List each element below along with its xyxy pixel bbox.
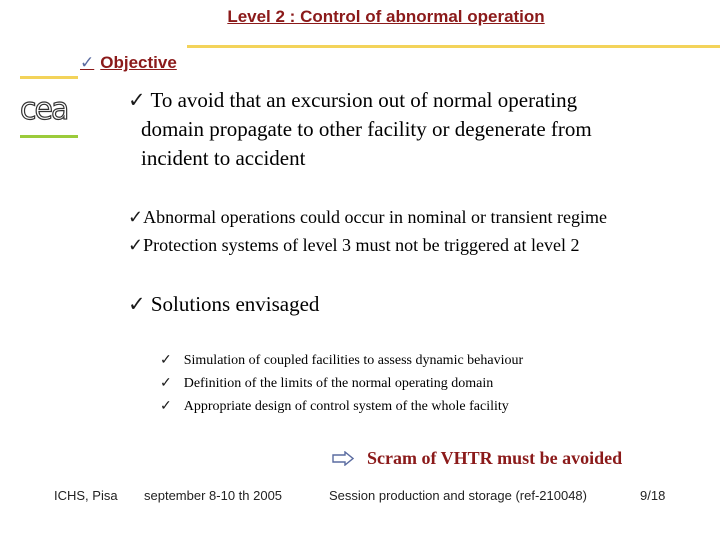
checkmark-icon: ✓ — [128, 88, 146, 112]
objective-line-1: To avoid that an excursion out of normal operating — [150, 88, 578, 112]
solution-text: Definition of the limits of the normal operating domain — [183, 376, 494, 391]
solutions-heading-label: Solutions envisaged — [150, 292, 320, 316]
solution-item — [160, 398, 509, 415]
objective-text — [128, 86, 698, 173]
solution-text: Simulation of coupled facilities to assess dynamic behaviour — [183, 353, 524, 368]
footer-page-number: 9/18 — [640, 488, 666, 503]
footer-session: Session production and storage (ref-210048) — [329, 488, 587, 503]
abnormal-point-text: Protection systems of level 3 must not be triggered at level 2 — [143, 235, 580, 255]
checkmark-icon: ✓ — [160, 353, 172, 368]
cea-logo — [20, 76, 78, 140]
title-divider — [187, 45, 720, 48]
conclusion-text: Scram of VHTR must be avoided — [367, 448, 623, 468]
objective-heading — [80, 53, 177, 73]
solution-text: Appropriate design of control system of the whole facility — [183, 399, 509, 414]
abnormal-point-text: Abnormal operations could occur in nominal or transient regime — [143, 207, 607, 227]
objective-line-2: domain propagate to other facility or degenerate from — [141, 117, 592, 141]
footer-date: september 8-10 th 2005 — [144, 488, 283, 503]
checkmark-icon: ✓ — [128, 235, 144, 255]
solutions-heading — [128, 292, 319, 317]
objective-line-3: incident to accident — [141, 146, 306, 170]
checkmark-icon: ✓ — [128, 207, 144, 227]
logo-bottom-rule — [20, 135, 78, 138]
arrow-right-icon — [332, 451, 354, 466]
checkmark-icon: ✓ — [160, 399, 172, 414]
checkmark-icon: ✓ — [128, 292, 146, 316]
checkmark-icon: ✓ — [80, 53, 95, 72]
checkmark-icon: ✓ — [160, 376, 172, 391]
solution-item — [160, 352, 523, 369]
abnormal-point — [128, 207, 607, 228]
abnormal-point — [128, 235, 580, 256]
footer-org: ICHS, Pisa — [54, 488, 118, 503]
slide-title: Level 2 : Control of abnormal operation — [227, 7, 545, 26]
logo-text: cea — [20, 92, 68, 127]
solution-item — [160, 375, 493, 392]
objective-heading-label: Objective — [100, 53, 177, 72]
